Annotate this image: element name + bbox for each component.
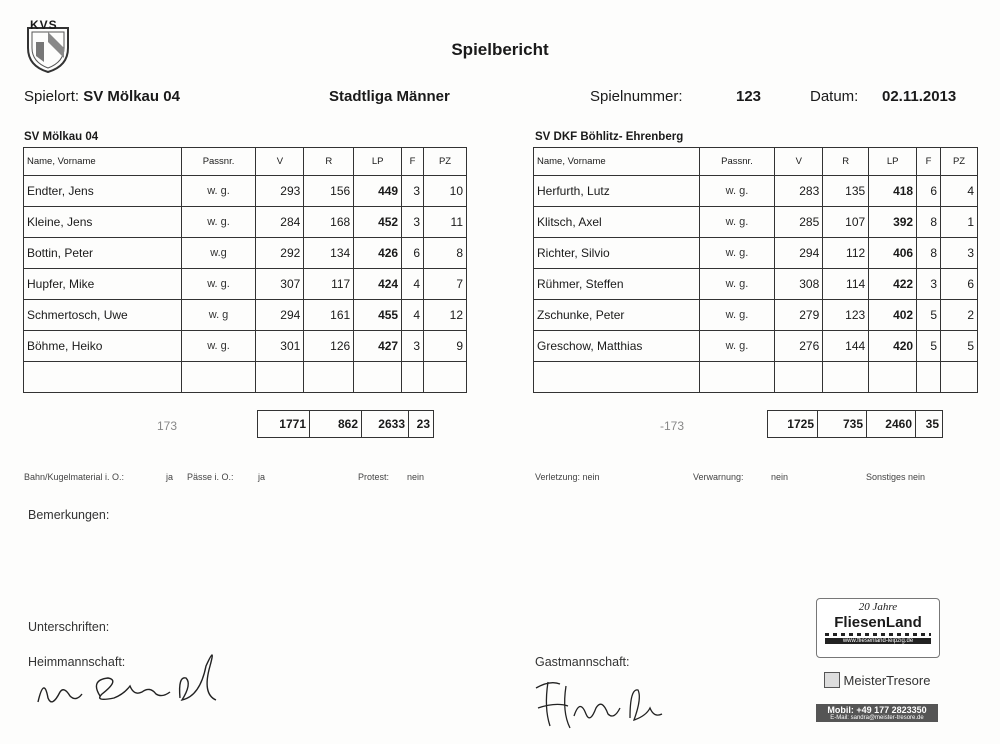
cell-f: 6: [402, 238, 424, 269]
cell-lp: 424: [354, 269, 402, 300]
empty-cell: [823, 362, 869, 393]
cell-pz: 8: [424, 238, 467, 269]
liga: Stadtliga Männer: [329, 88, 450, 105]
cell-r: 134: [304, 238, 354, 269]
cell-f: 3: [917, 269, 941, 300]
cell-v: 301: [256, 331, 304, 362]
sonstiges: Sonstiges nein: [866, 472, 926, 482]
cell-lp: 406: [869, 238, 917, 269]
cell-r: 107: [823, 207, 869, 238]
cell-pass: w. g.: [699, 207, 775, 238]
cell-name: Klitsch, Axel: [534, 207, 700, 238]
cell-name: Rühmer, Steffen: [534, 269, 700, 300]
cell-r: 112: [823, 238, 869, 269]
empty-cell: [304, 362, 354, 393]
cell-pz: 5: [941, 331, 978, 362]
bahn-label: Bahn/Kugelmaterial i. O.:: [24, 472, 125, 482]
column-header: V: [775, 148, 823, 176]
home-diff: 173: [157, 419, 178, 433]
empty-row: [534, 362, 978, 393]
cell-pass: w. g.: [181, 269, 256, 300]
cell-f: 4: [402, 300, 424, 331]
column-header: PZ: [424, 148, 467, 176]
guest-score-table: [533, 147, 978, 393]
cell-v: 293: [256, 176, 304, 207]
cell-f: 5: [917, 331, 941, 362]
cell-name: Schmertosch, Uwe: [24, 300, 182, 331]
spielort: Spielort: SV Mölkau 04: [24, 88, 180, 105]
home-score-table: [23, 147, 467, 393]
bemerkungen-label: Bemerkungen:: [28, 508, 110, 522]
guest-totals: [767, 410, 943, 438]
cell-lp: 402: [869, 300, 917, 331]
cell-v: 284: [256, 207, 304, 238]
cell-lp: 455: [354, 300, 402, 331]
sponsor-fliesenland: [816, 598, 940, 658]
cell-r: 144: [823, 331, 869, 362]
guest-diff: -173: [660, 419, 685, 433]
sponsor-years: 20 Jahre: [858, 601, 898, 613]
cell-name: Böhme, Heiko: [24, 331, 182, 362]
cell-r: 117: [304, 269, 354, 300]
cell-lp: 420: [869, 331, 917, 362]
player-row: [534, 207, 978, 238]
player-row: [534, 269, 978, 300]
empty-row: [24, 362, 467, 393]
sponsor2-mail: E-Mail: sandra@meister-tresore.de: [830, 715, 924, 721]
page-title: Spielbericht: [451, 40, 549, 59]
sponsor-meistertresore: [816, 668, 938, 734]
empty-cell: [917, 362, 941, 393]
empty-cell: [402, 362, 424, 393]
home-total-f: 23: [409, 411, 434, 438]
cell-pz: 7: [424, 269, 467, 300]
guest-total-f: 35: [916, 411, 943, 438]
cell-pz: 3: [941, 238, 978, 269]
column-header: Name, Vorname: [24, 148, 182, 176]
empty-cell: [354, 362, 402, 393]
cell-pz: 6: [941, 269, 978, 300]
column-header: F: [402, 148, 424, 176]
cell-pz: 4: [941, 176, 978, 207]
column-header: V: [256, 148, 304, 176]
guest-team-name: SV DKF Böhlitz- Ehrenberg: [535, 131, 684, 143]
verwarnung-value: nein: [771, 472, 789, 482]
protest-label: Protest:: [358, 472, 390, 482]
home-total-v: 1771: [258, 411, 310, 438]
column-header: Name, Vorname: [534, 148, 700, 176]
column-header: Passnr.: [181, 148, 256, 176]
cell-pz: 9: [424, 331, 467, 362]
cell-name: Kleine, Jens: [24, 207, 182, 238]
datum: 02.11.2013: [882, 88, 957, 105]
column-header: Passnr.: [699, 148, 775, 176]
cell-r: 135: [823, 176, 869, 207]
player-row: [534, 238, 978, 269]
empty-cell: [941, 362, 978, 393]
logo-text: KVS: [30, 18, 58, 32]
guest-signature: [530, 668, 670, 738]
cell-lp: 422: [869, 269, 917, 300]
cell-pass: w.g: [181, 238, 256, 269]
cell-name: Hupfer, Mike: [24, 269, 182, 300]
empty-cell: [424, 362, 467, 393]
cell-pass: w. g.: [181, 207, 256, 238]
home-total-r: 862: [310, 411, 362, 438]
player-row: [534, 331, 978, 362]
verwarnung-label: Verwarnung:: [693, 472, 744, 482]
guest-total-lp: 2460: [867, 411, 916, 438]
column-header: PZ: [941, 148, 978, 176]
cell-r: 126: [304, 331, 354, 362]
unterschriften-label: Unterschriften:: [28, 620, 110, 634]
cell-lp: 449: [354, 176, 402, 207]
cell-pass: w. g: [181, 300, 256, 331]
cell-f: 5: [917, 300, 941, 331]
cell-v: 285: [775, 207, 823, 238]
cell-v: 294: [256, 300, 304, 331]
cell-pz: 10: [424, 176, 467, 207]
player-row: [534, 300, 978, 331]
cell-pass: w. g.: [181, 331, 256, 362]
cell-name: Greschow, Matthias: [534, 331, 700, 362]
empty-cell: [181, 362, 256, 393]
table-header-row: [534, 148, 978, 176]
cell-name: Bottin, Peter: [24, 238, 182, 269]
paesse-label: Pässe i. O.:: [187, 472, 234, 482]
sponsor-name: FliesenLand: [834, 614, 922, 631]
home-signature: [30, 636, 240, 716]
datum-label: Datum:: [810, 88, 859, 105]
empty-cell: [24, 362, 182, 393]
cell-lp: 392: [869, 207, 917, 238]
cell-pz: 2: [941, 300, 978, 331]
home-team-name: SV Mölkau 04: [24, 131, 99, 143]
spielnummer: 123: [736, 88, 762, 105]
verletzung: Verletzung: nein: [535, 472, 600, 482]
table-header-row: [24, 148, 467, 176]
guest-total-r: 735: [818, 411, 867, 438]
cell-pass: w. g.: [699, 269, 775, 300]
cell-r: 161: [304, 300, 354, 331]
cell-pass: w. g.: [699, 238, 775, 269]
column-header: LP: [869, 148, 917, 176]
cell-v: 279: [775, 300, 823, 331]
sponsor2-name: MeisterTresore: [843, 672, 931, 688]
cell-f: 8: [917, 238, 941, 269]
cell-f: 8: [917, 207, 941, 238]
cell-r: 123: [823, 300, 869, 331]
spielnummer-label: Spielnummer:: [590, 88, 683, 105]
cell-pass: w. g.: [699, 300, 775, 331]
empty-cell: [699, 362, 775, 393]
cell-pz: 11: [424, 207, 467, 238]
cell-lp: 427: [354, 331, 402, 362]
empty-cell: [869, 362, 917, 393]
home-total-lp: 2633: [362, 411, 409, 438]
cell-name: Endter, Jens: [24, 176, 182, 207]
cell-v: 276: [775, 331, 823, 362]
gast-label: Gastmannschaft:: [535, 655, 630, 669]
cell-r: 168: [304, 207, 354, 238]
protest-value: nein: [407, 472, 425, 482]
cell-lp: 426: [354, 238, 402, 269]
empty-cell: [534, 362, 700, 393]
player-row: [534, 176, 978, 207]
paesse-value: ja: [258, 472, 266, 482]
empty-cell: [775, 362, 823, 393]
sponsor-tagline: www.fliesenland-leipzig.de: [825, 638, 931, 644]
player-row: [24, 238, 467, 269]
bahn-value: ja: [166, 472, 174, 482]
cell-f: 4: [402, 269, 424, 300]
checker-strip: [825, 633, 931, 636]
cell-f: 3: [402, 207, 424, 238]
guest-total-v: 1725: [768, 411, 818, 438]
cell-r: 156: [304, 176, 354, 207]
sponsor2-phone: Mobil: +49 177 2823350: [827, 705, 927, 715]
cell-name: Herfurth, Lutz: [534, 176, 700, 207]
safe-icon: [824, 672, 840, 688]
player-row: [24, 176, 467, 207]
home-totals: [257, 410, 434, 438]
empty-cell: [256, 362, 304, 393]
column-header: F: [917, 148, 941, 176]
cell-v: 307: [256, 269, 304, 300]
cell-pass: w. g.: [181, 176, 256, 207]
cell-pass: w. g.: [699, 176, 775, 207]
player-row: [24, 207, 467, 238]
cell-v: 292: [256, 238, 304, 269]
cell-name: Richter, Silvio: [534, 238, 700, 269]
cell-lp: 452: [354, 207, 402, 238]
player-row: [24, 269, 467, 300]
cell-v: 308: [775, 269, 823, 300]
column-header: R: [823, 148, 869, 176]
player-row: [24, 300, 467, 331]
cell-v: 283: [775, 176, 823, 207]
cell-name: Zschunke, Peter: [534, 300, 700, 331]
cell-r: 114: [823, 269, 869, 300]
cell-f: 3: [402, 176, 424, 207]
cell-pass: w. g.: [699, 331, 775, 362]
cell-v: 294: [775, 238, 823, 269]
cell-pz: 1: [941, 207, 978, 238]
cell-pz: 12: [424, 300, 467, 331]
cell-f: 6: [917, 176, 941, 207]
heim-label: Heimmannschaft:: [28, 655, 126, 669]
player-row: [24, 331, 467, 362]
column-header: R: [304, 148, 354, 176]
cell-lp: 418: [869, 176, 917, 207]
cell-f: 3: [402, 331, 424, 362]
column-header: LP: [354, 148, 402, 176]
